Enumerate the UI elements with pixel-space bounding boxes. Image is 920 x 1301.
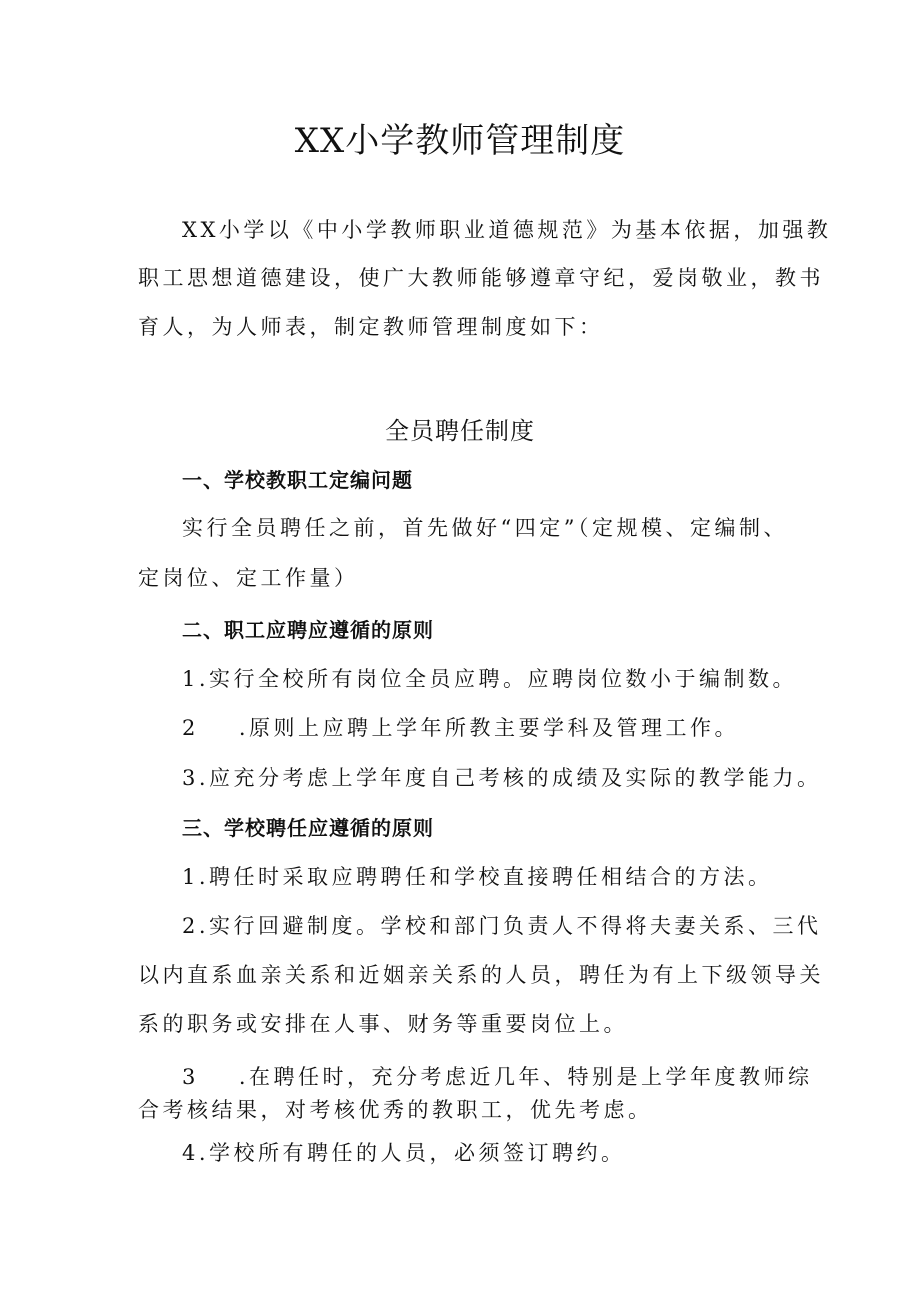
section-title: 全员聘任制度 <box>385 417 535 445</box>
part3-item-2-line-2: 以内直系血亲关系和近姻亲关系的人员，聘任为有上下级领导关 <box>138 963 824 987</box>
item-text: .实行回避制度。学校和部门负责人不得将夫妻关系、三代 <box>198 914 822 938</box>
part3-item-1 <box>182 861 773 893</box>
part3-item-2 <box>182 910 822 942</box>
item-text: .应充分考虑上学年度自己考核的成绩及实际的教学能力。 <box>198 766 822 790</box>
part2-item-1 <box>182 663 797 695</box>
part3-item-2-line-3: 系的职务或安排在人事、财务等重要岗位上。 <box>138 1012 628 1036</box>
item-text: .在聘任时，充分考虑近几年、特别是上学年度教师综 <box>238 1065 813 1089</box>
part2-item-3 <box>182 762 822 794</box>
intro-line-1: XX小学以《中小学教师职业道德规范》为基本依据，加强教 <box>182 218 832 242</box>
item-text: .学校所有聘任的人员，必须签订聘约。 <box>198 1141 626 1165</box>
part1-line-1: 实行全员聘任之前，首先做好“四定”（定规模、定编制、 <box>182 516 788 540</box>
item-number: 2 <box>182 716 199 740</box>
part2-heading: 二、职工应聘应遵循的原则 <box>182 618 434 642</box>
item-number: 1 <box>182 667 199 691</box>
item-number: 1 <box>182 865 199 889</box>
document-title: XX小学教师管理制度 <box>294 121 626 161</box>
item-number: 2 <box>182 914 199 938</box>
intro-line-2: 职工思想道德建设，使广大教师能够遵章守纪，爱岗敬业，教书 <box>138 266 824 290</box>
part2-item-2 <box>182 712 739 744</box>
item-number: 3 <box>182 766 199 790</box>
item-text: .实行全校所有岗位全员应聘。应聘岗位数小于编制数。 <box>198 667 798 691</box>
item-text: .聘任时采取应聘聘任和学校直接聘任相结合的方法。 <box>198 865 773 889</box>
item-text: .原则上应聘上学年所教主要学科及管理工作。 <box>238 716 740 740</box>
item-number: 4 <box>182 1141 199 1165</box>
item-number: 3 <box>182 1065 199 1089</box>
part1-heading: 一、学校教职工定编问题 <box>182 468 413 492</box>
part1-line-2: 定岗位、定工作量） <box>138 566 359 590</box>
part3-item-3-line-2: 合考核结果，对考核优秀的教职工，优先考虑。 <box>138 1098 653 1122</box>
part3-heading: 三、学校聘任应遵循的原则 <box>182 816 434 840</box>
intro-line-3: 育人，为人师表，制定教师管理制度如下： <box>138 315 604 339</box>
part3-item-4 <box>182 1137 626 1169</box>
part3-item-3 <box>182 1061 813 1093</box>
